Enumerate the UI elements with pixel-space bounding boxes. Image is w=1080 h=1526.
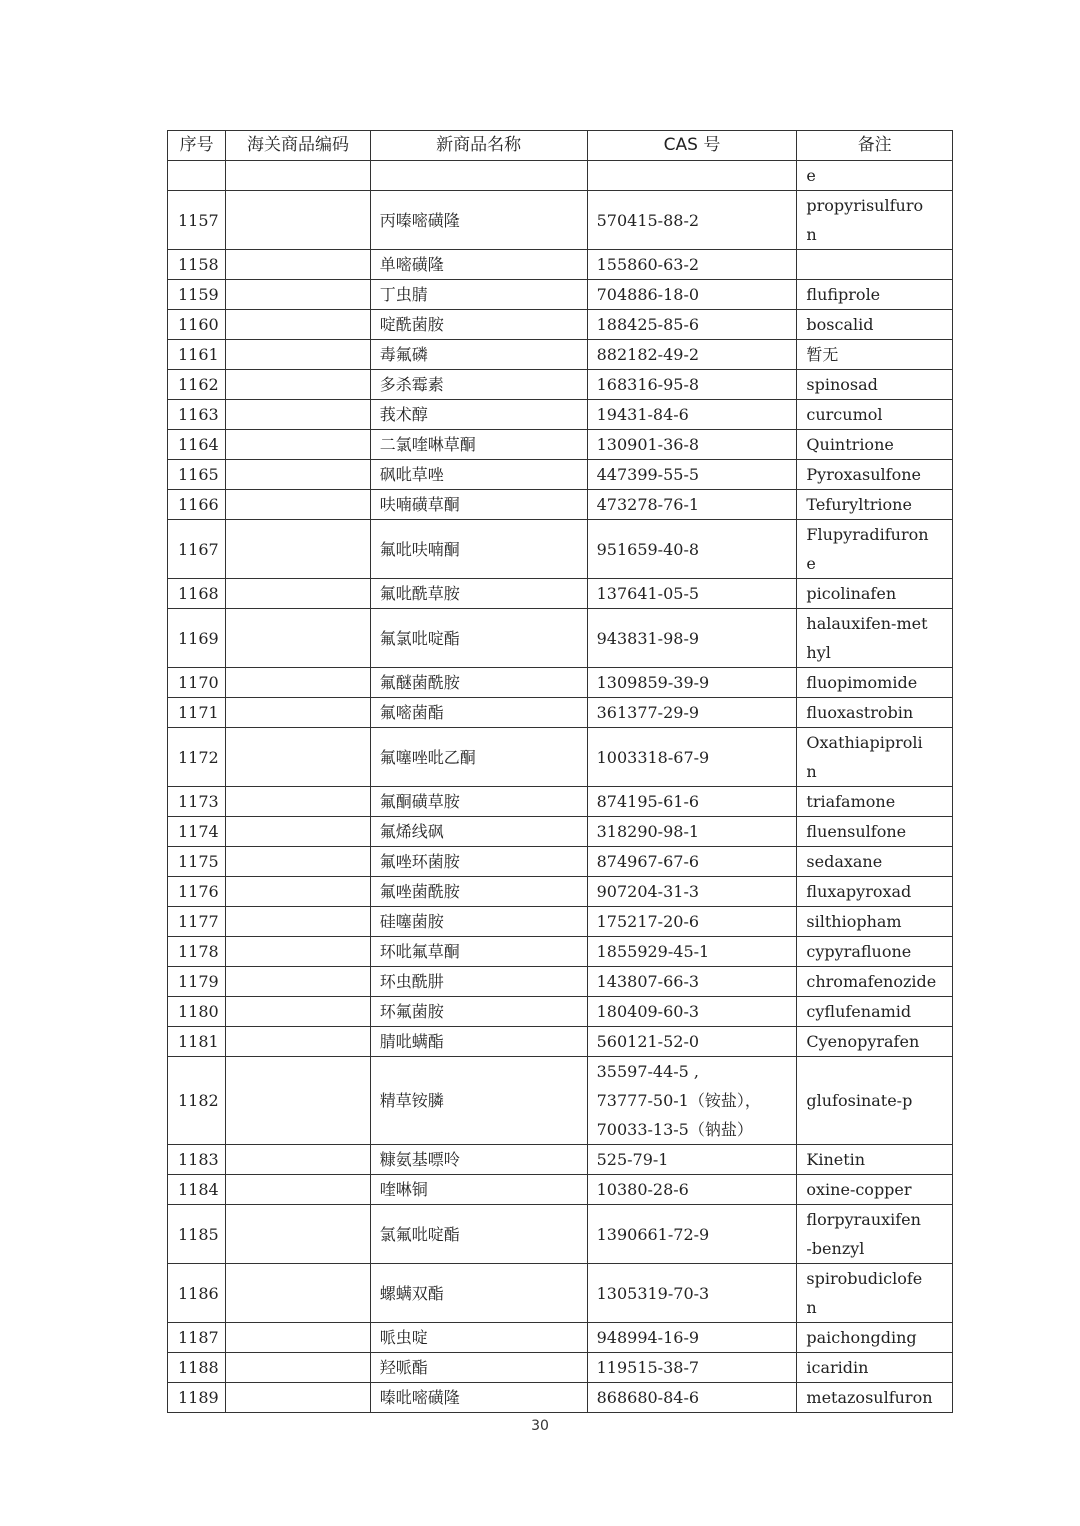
cas-line: 1390661-72-9 (596, 1224, 710, 1244)
cell-remark (797, 1145, 953, 1175)
cell-product-name: 哌虫啶 (370, 1323, 587, 1353)
cas-line: 175217-20-6 (596, 912, 700, 931)
table-body (168, 161, 953, 1413)
cell-remark (797, 817, 953, 847)
cell-product-name: 单嘧磺隆 (370, 250, 587, 280)
remark-line: Oxathiapiproli (806, 733, 923, 752)
table-row (168, 937, 953, 967)
cell-cas-number (587, 817, 797, 847)
cell-product-name: 呋喃磺草酮 (370, 490, 587, 520)
table-row (168, 967, 953, 997)
cell-serial: 1160 (168, 310, 226, 340)
cell-cas-number (587, 370, 797, 400)
cell-customs-code (226, 191, 371, 250)
cell-serial: 1178 (168, 937, 226, 967)
cell-cas-number (587, 967, 797, 997)
cell-customs-code (226, 460, 371, 490)
table-row (168, 787, 953, 817)
cas-line: 119515-38-7 (596, 1358, 700, 1377)
cell-cas-number (587, 1175, 797, 1205)
cell-product-name: 环氟菌胺 (370, 997, 587, 1027)
cell-remark (797, 1323, 953, 1353)
cell-serial: 1186 (168, 1264, 226, 1323)
cell-cas-number (587, 340, 797, 370)
remark-line: Kinetin (806, 1150, 866, 1169)
remark-line: e (806, 554, 816, 573)
table-row (168, 161, 953, 191)
cell-customs-code (226, 1383, 371, 1413)
cell-cas-number (587, 1057, 797, 1145)
table-row (168, 370, 953, 400)
cell-customs-code (226, 937, 371, 967)
cell-cas-number (587, 847, 797, 877)
cell-cas-number (587, 937, 797, 967)
cas-line: 35597-44-5 , (596, 1062, 700, 1081)
cell-product-name: 糠氨基嘌呤 (370, 1145, 587, 1175)
table-row (168, 817, 953, 847)
cas-line: 10380-28-6 (596, 1180, 689, 1199)
cell-product-name: 丁虫腈 (370, 280, 587, 310)
header-serial: 序号 (168, 131, 226, 161)
cell-customs-code (226, 967, 371, 997)
cas-line: 1309859-39-9 (596, 673, 710, 692)
table-row (168, 430, 953, 460)
cell-customs-code (226, 1264, 371, 1323)
remark-line: glufosinate-p (806, 1091, 913, 1110)
cell-customs-code (226, 997, 371, 1027)
cell-remark (797, 370, 953, 400)
cell-serial: 1171 (168, 698, 226, 728)
remark-line: n (806, 762, 817, 781)
cell-cas-number (587, 430, 797, 460)
cell-product-name: 氯氟吡啶酯 (370, 1205, 587, 1264)
cell-product-name: 氟唑环菌胺 (370, 847, 587, 877)
table-row (168, 877, 953, 907)
cas-line: 188425-85-6 (596, 315, 700, 334)
header-customs-code: 海关商品编码 (226, 131, 371, 161)
remark-line: oxine-copper (806, 1180, 912, 1199)
table-row (168, 1264, 953, 1323)
cas-line: 137641-05-5 (596, 584, 700, 603)
cell-customs-code (226, 161, 371, 191)
cas-line: 361377-29-9 (596, 703, 700, 722)
cell-customs-code (226, 490, 371, 520)
cas-line: 168316-95-8 (596, 375, 700, 394)
cas-line: 525-79-1 (596, 1150, 669, 1169)
cas-line: 951659-40-8 (596, 539, 700, 559)
cas-line: 1305319-70-3 (596, 1283, 710, 1303)
remark-line: n (806, 225, 817, 244)
cell-cas-number (587, 520, 797, 579)
cell-product-name: 毒氟磷 (370, 340, 587, 370)
remark-line: Cyenopyrafen (806, 1032, 920, 1051)
table-row (168, 728, 953, 787)
cell-serial: 1158 (168, 250, 226, 280)
cell-remark (797, 1205, 953, 1264)
cell-serial: 1188 (168, 1353, 226, 1383)
cell-cas-number (587, 668, 797, 698)
cell-customs-code (226, 280, 371, 310)
remark-line: propyrisulfuro (806, 196, 924, 215)
cell-remark (797, 609, 953, 668)
cell-serial: 1165 (168, 460, 226, 490)
remark-line: cyflufenamid (806, 1002, 912, 1021)
cell-remark (797, 668, 953, 698)
cell-cas-number (587, 907, 797, 937)
cell-customs-code (226, 430, 371, 460)
cas-line: 1003318-67-9 (596, 747, 710, 767)
table-row (168, 191, 953, 250)
cas-line: 907204-31-3 (596, 882, 700, 901)
cell-remark (797, 579, 953, 609)
remark-line: sedaxane (806, 852, 883, 871)
cell-cas-number (587, 250, 797, 280)
cell-product-name: 环吡氟草酮 (370, 937, 587, 967)
cell-remark (797, 400, 953, 430)
cas-line: 704886-18-0 (596, 285, 700, 304)
cell-product-name: 氟嘧菌酯 (370, 698, 587, 728)
cell-serial: 1159 (168, 280, 226, 310)
cas-line: 874195-61-6 (596, 792, 700, 811)
table-row (168, 698, 953, 728)
cell-remark (797, 997, 953, 1027)
remark-line: fluensulfone (806, 822, 907, 841)
cell-product-name: 氟吡呋喃酮 (370, 520, 587, 579)
cell-remark (797, 250, 953, 280)
cell-product-name: 氟酮磺草胺 (370, 787, 587, 817)
cell-customs-code (226, 668, 371, 698)
remark-line: spirobudiclofe (806, 1269, 923, 1288)
remark-line: halauxifen-met (806, 614, 928, 633)
cell-serial (168, 161, 226, 191)
cas-line: 155860-63-2 (596, 255, 700, 274)
cell-remark (797, 161, 953, 191)
cell-customs-code (226, 370, 371, 400)
cell-remark (797, 1353, 953, 1383)
cell-remark (797, 520, 953, 579)
cas-line: 868680-84-6 (596, 1388, 700, 1407)
cell-customs-code (226, 579, 371, 609)
cell-cas-number (587, 280, 797, 310)
cell-serial: 1179 (168, 967, 226, 997)
cas-line: 874967-67-6 (596, 852, 700, 871)
remark-line: Pyroxasulfone (806, 465, 921, 484)
cell-serial: 1170 (168, 668, 226, 698)
cell-serial: 1164 (168, 430, 226, 460)
cell-cas-number (587, 1264, 797, 1323)
table-row (168, 1205, 953, 1264)
cell-customs-code (226, 400, 371, 430)
cell-cas-number (587, 997, 797, 1027)
cell-cas-number (587, 1383, 797, 1413)
cell-serial: 1189 (168, 1383, 226, 1413)
cell-serial: 1175 (168, 847, 226, 877)
remark-line: 暂无 (806, 345, 839, 364)
remark-line: hyl (806, 643, 831, 662)
cell-product-name: 氟噻唑吡乙酮 (370, 728, 587, 787)
cell-cas-number (587, 490, 797, 520)
cell-customs-code (226, 1027, 371, 1057)
cas-line: 130901-36-8 (596, 435, 700, 454)
remark-line: icaridin (806, 1358, 869, 1377)
cell-cas-number (587, 161, 797, 191)
table-row (168, 847, 953, 877)
table-row (168, 250, 953, 280)
table-row (168, 609, 953, 668)
data-table (167, 130, 953, 1413)
remark-line: Flupyradifuron (806, 525, 929, 544)
cell-serial: 1168 (168, 579, 226, 609)
cell-customs-code (226, 787, 371, 817)
cell-product-name: 莪术醇 (370, 400, 587, 430)
cell-serial: 1163 (168, 400, 226, 430)
cell-customs-code (226, 698, 371, 728)
cell-serial: 1184 (168, 1175, 226, 1205)
table-row (168, 668, 953, 698)
cell-serial: 1187 (168, 1323, 226, 1353)
table-row (168, 1057, 953, 1145)
cell-cas-number (587, 310, 797, 340)
cell-product-name: 啶酰菌胺 (370, 310, 587, 340)
remark-line: n (806, 1298, 817, 1317)
cell-serial: 1185 (168, 1205, 226, 1264)
cell-product-name: 喹啉铜 (370, 1175, 587, 1205)
cas-line: 943831-98-9 (596, 628, 700, 648)
remark-line: curcumol (806, 405, 883, 424)
cas-line: 560121-52-0 (596, 1032, 700, 1051)
cell-cas-number (587, 698, 797, 728)
cell-customs-code (226, 1205, 371, 1264)
cell-customs-code (226, 1323, 371, 1353)
cell-product-name: 氟吡酰草胺 (370, 579, 587, 609)
cas-line: 882182-49-2 (596, 345, 700, 364)
table-row (168, 579, 953, 609)
table-row (168, 1323, 953, 1353)
cell-product-name: 氟氯吡啶酯 (370, 609, 587, 668)
cell-product-name: 氟烯线砜 (370, 817, 587, 847)
cell-serial: 1162 (168, 370, 226, 400)
cell-product-name: 环虫酰肼 (370, 967, 587, 997)
cell-cas-number (587, 1145, 797, 1175)
table-row (168, 1175, 953, 1205)
cell-product-name: 腈吡螨酯 (370, 1027, 587, 1057)
table-row (168, 997, 953, 1027)
cell-remark (797, 967, 953, 997)
table-row (168, 490, 953, 520)
remark-line: cypyrafluone (806, 942, 912, 961)
table-row (168, 1383, 953, 1413)
table-row (168, 280, 953, 310)
table-row (168, 1145, 953, 1175)
cas-line: 19431-84-6 (596, 405, 689, 424)
cell-customs-code (226, 1057, 371, 1145)
cell-serial: 1176 (168, 877, 226, 907)
cell-serial: 1183 (168, 1145, 226, 1175)
cell-customs-code (226, 1353, 371, 1383)
remark-line: boscalid (806, 315, 874, 334)
remark-line: metazosulfuron (806, 1388, 933, 1407)
remark-line: picolinafen (806, 584, 897, 603)
cas-line: 1855929-45-1 (596, 942, 710, 961)
table-row (168, 460, 953, 490)
cell-product-name (370, 161, 587, 191)
table-row (168, 907, 953, 937)
cell-product-name: 精草铵膦 (370, 1057, 587, 1145)
cell-cas-number (587, 877, 797, 907)
cas-line: 948994-16-9 (596, 1328, 700, 1347)
cell-cas-number (587, 191, 797, 250)
cell-product-name: 多杀霉素 (370, 370, 587, 400)
remark-line: silthiopham (806, 912, 902, 931)
cell-remark (797, 877, 953, 907)
header-product-name: 新商品名称 (370, 131, 587, 161)
cas-line: 318290-98-1 (596, 822, 700, 841)
cell-customs-code (226, 310, 371, 340)
cell-customs-code (226, 1145, 371, 1175)
header-remark: 备注 (797, 131, 953, 161)
cell-customs-code (226, 340, 371, 370)
cell-cas-number (587, 1353, 797, 1383)
cell-cas-number (587, 1323, 797, 1353)
cell-remark (797, 1057, 953, 1145)
cell-cas-number (587, 787, 797, 817)
cell-customs-code (226, 817, 371, 847)
cell-serial: 1173 (168, 787, 226, 817)
table-row (168, 310, 953, 340)
table-header-row (168, 131, 953, 161)
cell-cas-number (587, 728, 797, 787)
cell-customs-code (226, 1175, 371, 1205)
cas-line: 570415-88-2 (596, 210, 700, 230)
cell-serial: 1161 (168, 340, 226, 370)
cell-remark (797, 490, 953, 520)
cell-customs-code (226, 907, 371, 937)
remark-line: spinosad (806, 375, 878, 394)
remark-line: e (806, 166, 816, 185)
cell-serial: 1166 (168, 490, 226, 520)
cell-customs-code (226, 728, 371, 787)
cell-customs-code (226, 250, 371, 280)
cell-serial: 1177 (168, 907, 226, 937)
cell-cas-number (587, 400, 797, 430)
remark-line: fluoxastrobin (806, 703, 914, 722)
cell-serial: 1181 (168, 1027, 226, 1057)
cell-product-name: 螺螨双酯 (370, 1264, 587, 1323)
cell-serial: 1174 (168, 817, 226, 847)
cell-cas-number (587, 460, 797, 490)
cell-serial: 1172 (168, 728, 226, 787)
cell-product-name: 氟唑菌酰胺 (370, 877, 587, 907)
cell-product-name: 氟醚菌酰胺 (370, 668, 587, 698)
cas-line: 180409-60-3 (596, 1002, 700, 1021)
cell-serial: 1157 (168, 191, 226, 250)
remark-line: paichongding (806, 1328, 917, 1347)
remark-line: Quintrione (806, 435, 894, 454)
cell-remark (797, 847, 953, 877)
remark-line: florpyrauxifen (806, 1210, 921, 1229)
cell-remark (797, 430, 953, 460)
cell-remark (797, 1383, 953, 1413)
cell-serial: 1169 (168, 609, 226, 668)
page-number: 30 (531, 1418, 549, 1434)
cell-remark (797, 280, 953, 310)
remark-line: Tefuryltrione (806, 495, 912, 514)
cell-cas-number (587, 579, 797, 609)
cell-remark (797, 1175, 953, 1205)
table-row (168, 1027, 953, 1057)
cell-product-name: 丙嗪嘧磺隆 (370, 191, 587, 250)
cas-line: 73777-50-1（铵盐）， (596, 1091, 761, 1110)
table-row (168, 340, 953, 370)
remark-line: chromafenozide (806, 972, 937, 991)
cas-line: 143807-66-3 (596, 972, 700, 991)
cell-serial: 1167 (168, 520, 226, 579)
remark-line: flufiprole (806, 285, 881, 304)
header-cas-number: CAS 号 (587, 131, 797, 161)
table-row (168, 520, 953, 579)
cell-serial: 1182 (168, 1057, 226, 1145)
table-row (168, 400, 953, 430)
cell-customs-code (226, 609, 371, 668)
cas-line: 473278-76-1 (596, 495, 700, 514)
cell-remark (797, 728, 953, 787)
cell-remark (797, 340, 953, 370)
cell-remark (797, 937, 953, 967)
cell-product-name: 砜吡草唑 (370, 460, 587, 490)
cell-cas-number (587, 1205, 797, 1264)
remark-line: -benzyl (806, 1239, 865, 1258)
cell-product-name: 嗪吡嘧磺隆 (370, 1383, 587, 1413)
cell-cas-number (587, 609, 797, 668)
remark-line: fluxapyroxad (806, 882, 912, 901)
cell-cas-number (587, 1027, 797, 1057)
cell-product-name: 硅噻菌胺 (370, 907, 587, 937)
cas-line: 447399-55-5 (596, 465, 700, 484)
cell-remark (797, 1264, 953, 1323)
cell-customs-code (226, 847, 371, 877)
cell-product-name: 二氯喹啉草酮 (370, 430, 587, 460)
cell-remark (797, 1027, 953, 1057)
cell-product-name: 羟哌酯 (370, 1353, 587, 1383)
cell-remark (797, 460, 953, 490)
cas-line: 70033-13-5（钠盐） (596, 1120, 753, 1139)
cell-remark (797, 310, 953, 340)
cell-remark (797, 698, 953, 728)
cell-remark (797, 191, 953, 250)
remark-line: fluopimomide (806, 673, 918, 692)
cell-remark (797, 907, 953, 937)
cell-serial: 1180 (168, 997, 226, 1027)
table-row (168, 1353, 953, 1383)
cell-customs-code (226, 877, 371, 907)
cell-remark (797, 787, 953, 817)
remark-line: triafamone (806, 792, 896, 811)
cell-customs-code (226, 520, 371, 579)
